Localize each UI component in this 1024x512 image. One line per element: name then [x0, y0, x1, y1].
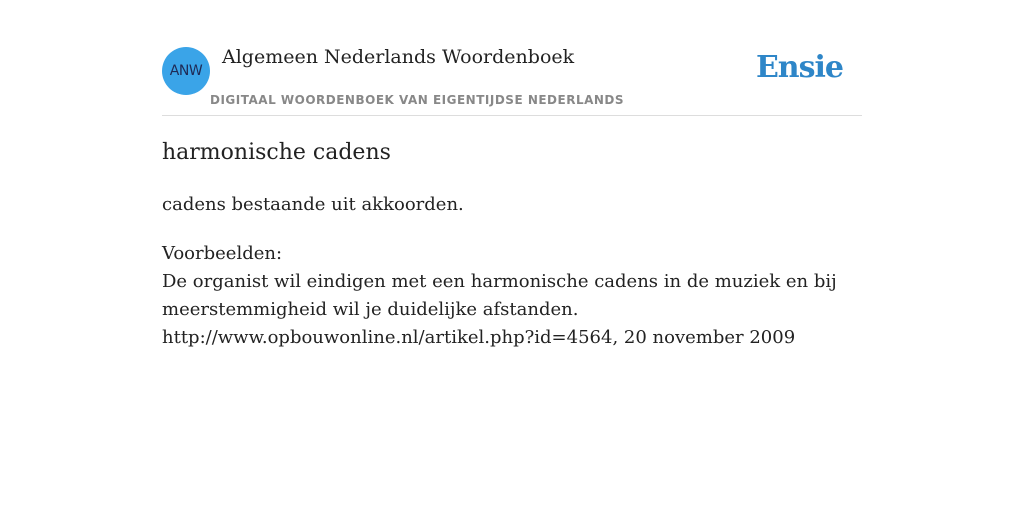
ensie-logo[interactable]: Ensie [755, 50, 843, 85]
example-line: meerstemmigheid wil je duidelijke afstanden. [162, 299, 579, 320]
page-container [162, 0, 862, 512]
anw-logo[interactable] [162, 47, 210, 95]
logo-text: ANW [169, 63, 203, 79]
example-line: De organist wil eindigen met een harmonische cadens in de muziek en bij [162, 271, 837, 292]
example-source: http://www.opbouwonline.nl/artikel.php?id=4564, 20 november 2009 [162, 327, 796, 348]
entry-term: harmonische cadens [162, 140, 391, 165]
site-header [162, 0, 862, 116]
examples-label: Voorbeelden: [162, 243, 283, 264]
entry-definition: cadens bestaande uit akkoorden. [162, 194, 464, 215]
site-subtitle: DIGITAAL WOORDENBOEK VAN EIGENTIJDSE NEDERLANDS [210, 93, 625, 107]
site-title[interactable]: Algemeen Nederlands Woordenboek [222, 46, 575, 68]
examples-section [162, 240, 862, 352]
